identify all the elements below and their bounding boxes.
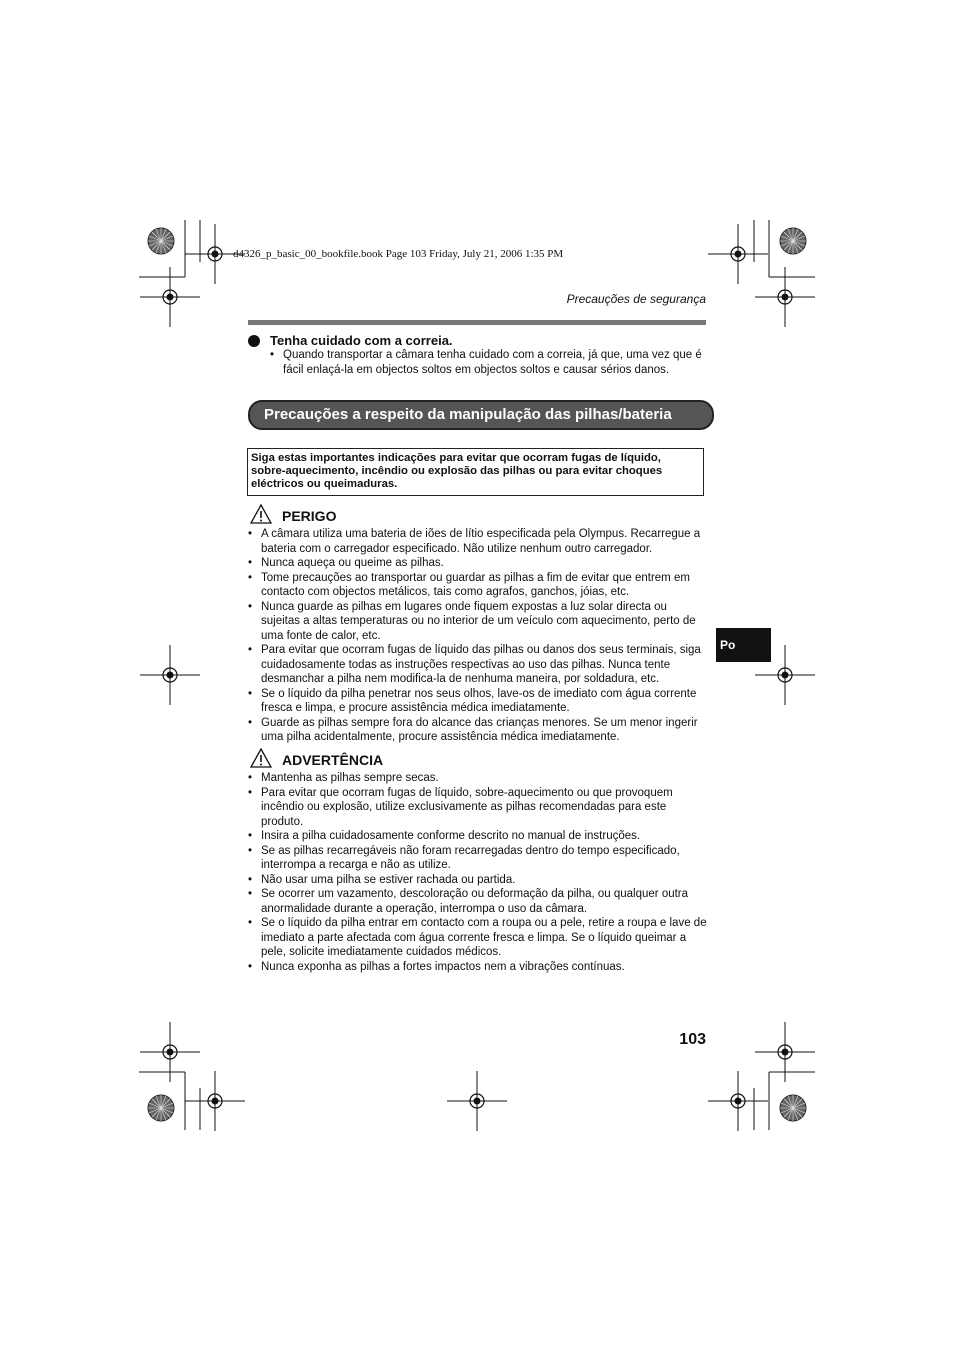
running-head: Precauções de segurança [566, 292, 706, 306]
advertencia-heading-text: ADVERTÊNCIA [282, 752, 384, 768]
list-item: • A câmara utiliza uma bateria de iões de lítio especificada pela Olympus. Recarregue a bateria com o carregador especificado. Não utilize nenhum outro carregador. [248, 527, 708, 556]
list-item: • Nunca aqueça ou queime as pilhas. [248, 556, 708, 571]
list-item: • Se as pilhas recarregáveis não foram recarregadas dentro do tempo especificado, interrompa a recarga e não as utilize. [248, 844, 708, 873]
list-item: • Para evitar que ocorram fugas de líquido das pilhas ou danos dos seus terminais, siga cuidadosamente todas as instruções respectivas ao uso das pilhas. Nunca tente desmanchar a pilha nem modifica-la de nenhuma maneira, por soldadura, etc. [248, 643, 708, 687]
list-item: • Quando transportar a câmara tenha cuidado com a correia, já que, uma vez que é fácil enlaçá-la em objectos soltos em objectos soltos e causar sérios danos. [270, 348, 706, 377]
notice-box: Siga estas importantes indicações para evitar que ocorram fugas de líquido, sobre-aquecimento, incêndio ou explosão das pilhas ou para evitar choques eléctricos ou queimaduras. [247, 448, 704, 496]
list-item: • Mantenha as pilhas sempre secas. [248, 771, 708, 786]
list-item: • Se ocorrer um vazamento, descoloração ou deformação da pilha, ou qualquer outra anormalidade durante a operação, interrompa o uso da câmara. [248, 887, 708, 916]
list-item: • Se o líquido da pilha entrar em contacto com a roupa ou a pele, retire a roupa e lave de imediato a parte afectada com água corrente fresca e limpa. Se o líquido queimar a pele, solicite imediatamente cuidados médicos. [248, 916, 708, 960]
header-rule [248, 320, 706, 325]
perigo-heading [250, 504, 336, 524]
list-item: • Nunca guarde as pilhas em lugares onde fiquem expostas a luz solar directa ou sujeitas a altas temperaturas ou no interior de um veículo com aquecimento, perto de uma fonte de calor, etc. [248, 600, 708, 644]
list-item: • Tome precauções ao transportar ou guardar as pilhas a fim de evitar que entrem em contacto com objectos metálicos, tais como agrafos, ganchos, jóias, etc. [248, 571, 708, 600]
strap-heading-text: Tenha cuidado com a correia. [270, 333, 453, 348]
bullet-dot-icon [248, 335, 260, 347]
list-item: • Nunca exponha as pilhas a fortes impactos nem a vibrações contínuas. [248, 960, 708, 975]
warning-icon [250, 748, 272, 768]
strap-list [270, 348, 706, 377]
language-tab: Po [716, 628, 771, 662]
list-item: • Se o líquido da pilha penetrar nos seus olhos, lave-os de imediato com água corrente fresca e limpa, e procure assistência médica imediatamente. [248, 687, 708, 716]
advertencia-heading [250, 748, 383, 768]
list-item: • Insira a pilha cuidadosamente conforme descrito no manual de instruções. [248, 829, 708, 844]
strap-heading [248, 333, 706, 348]
perigo-list [248, 527, 708, 745]
advertencia-list [248, 771, 708, 974]
warning-icon [250, 504, 272, 524]
list-item: • Para evitar que ocorram fugas de líquido, sobre-aquecimento ou que provoquem incêndio ou explosão, utilize exclusivamente as pilhas recomendadas para este produto. [248, 786, 708, 830]
list-item: • Não usar uma pilha se estiver rachada ou partida. [248, 873, 708, 888]
file-header: d4326_p_basic_00_bookfile.book Page 103 Friday, July 21, 2006 1:35 PM [233, 248, 564, 260]
section-title: Precauções a respeito da manipulação das pilhas/bateria [248, 400, 714, 430]
page-number: 103 [679, 1031, 706, 1048]
perigo-heading-text: PERIGO [282, 508, 337, 524]
list-item: • Guarde as pilhas sempre fora do alcance das crianças menores. Se um menor ingerir uma pilha acidentalmente, procure assistência médica imediatamente. [248, 716, 708, 745]
